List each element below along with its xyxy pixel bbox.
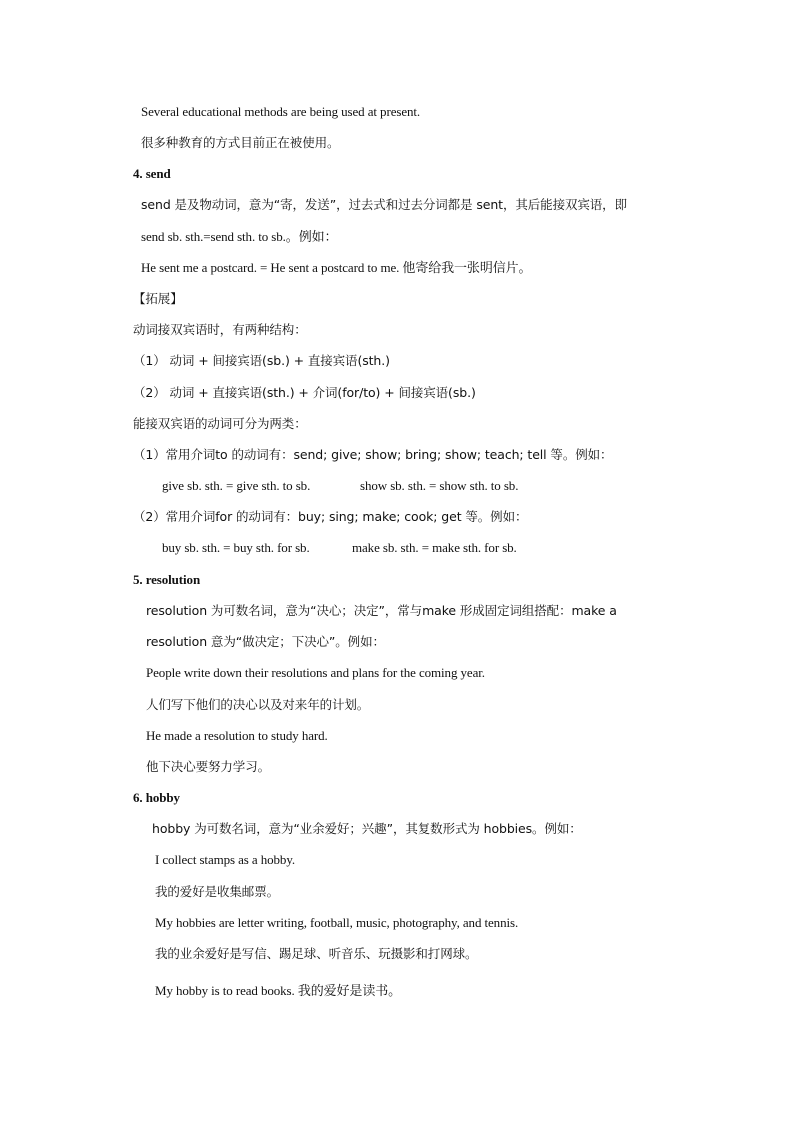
structure-1: （1） 动词 + 间接宾语(sb.) + 直接宾语(sth.) <box>133 353 390 368</box>
section-heading-hobby: 6. hobby <box>133 790 180 805</box>
resolution-example-cn-1: 人们写下他们的决心以及对来年的计划。 <box>146 697 370 712</box>
hobby-example-en-1: I collect stamps as a hobby. <box>155 852 296 867</box>
hobby-explanation: hobby 为可数名词，意为“业余爱好；兴趣”，其复数形式为 hobbies。例如： <box>152 821 582 836</box>
extension-intro: 动词接双宾语时，有两种结构： <box>133 322 307 337</box>
category-for: （2）常用介词for 的动词有：buy; sing; make; cook; get 等。例如： <box>133 509 528 524</box>
example-make: make sb. sth. = make sth. for sb. <box>352 540 517 555</box>
example-give: give sb. sth. = give sth. to sb. <box>162 478 311 493</box>
category-to: （1）常用介词to 的动词有：send; give; show; bring; show; teach; tell 等。例如： <box>133 447 613 462</box>
verb-categories-intro: 能接双宾语的动词可分为两类： <box>133 416 307 431</box>
example-show: show sb. sth. = show sth. to sb. <box>360 478 519 493</box>
send-explanation: send 是及物动词，意为“寄，发送”，过去式和过去分词都是 sent，其后能接双宾语，即 <box>141 197 627 212</box>
resolution-example-cn-2: 他下决心要努力学习。 <box>146 759 271 774</box>
resolution-explanation: resolution 为可数名词，意为“决心；决定”，常与make 形成固定词组搭配：make a <box>146 603 617 618</box>
hobby-example-cn-1: 我的爱好是收集邮票。 <box>155 884 280 899</box>
hobby-example-cn-2: 我的业余爱好是写信、踢足球、听音乐、玩摄影和打网球。 <box>155 946 478 961</box>
resolution-example-en-1: People write down their resolutions and plans for the coming year. <box>146 665 485 680</box>
resolution-meaning: resolution 意为“做决定；下决心”。例如： <box>146 634 385 649</box>
structure-2: （2） 动词 + 直接宾语(sth.) + 介词(for/to) + 间接宾语(sb.) <box>133 385 476 400</box>
extension-heading: 【拓展】 <box>133 291 183 306</box>
hobby-example-en-2: My hobbies are letter writing, football, music, photography, and tennis. <box>155 915 519 930</box>
send-formula: send sb. sth.=send sth. to sb.。例如： <box>141 229 338 244</box>
section-heading-send: 4. send <box>133 166 171 181</box>
example-buy: buy sb. sth. = buy sth. for sb. <box>162 540 310 555</box>
hobby-example-3: My hobby is to read books. 我的爱好是读书。 <box>155 983 402 998</box>
example-sentence-cn: 很多种教育的方式目前正在被使用。 <box>141 135 340 150</box>
resolution-example-en-2: He made a resolution to study hard. <box>146 728 328 743</box>
send-example: He sent me a postcard. = He sent a postcard to me. 他寄给我一张明信片。 <box>141 260 532 275</box>
example-sentence-en: Several educational methods are being used at present. <box>141 104 421 119</box>
section-heading-resolution: 5. resolution <box>133 572 201 587</box>
